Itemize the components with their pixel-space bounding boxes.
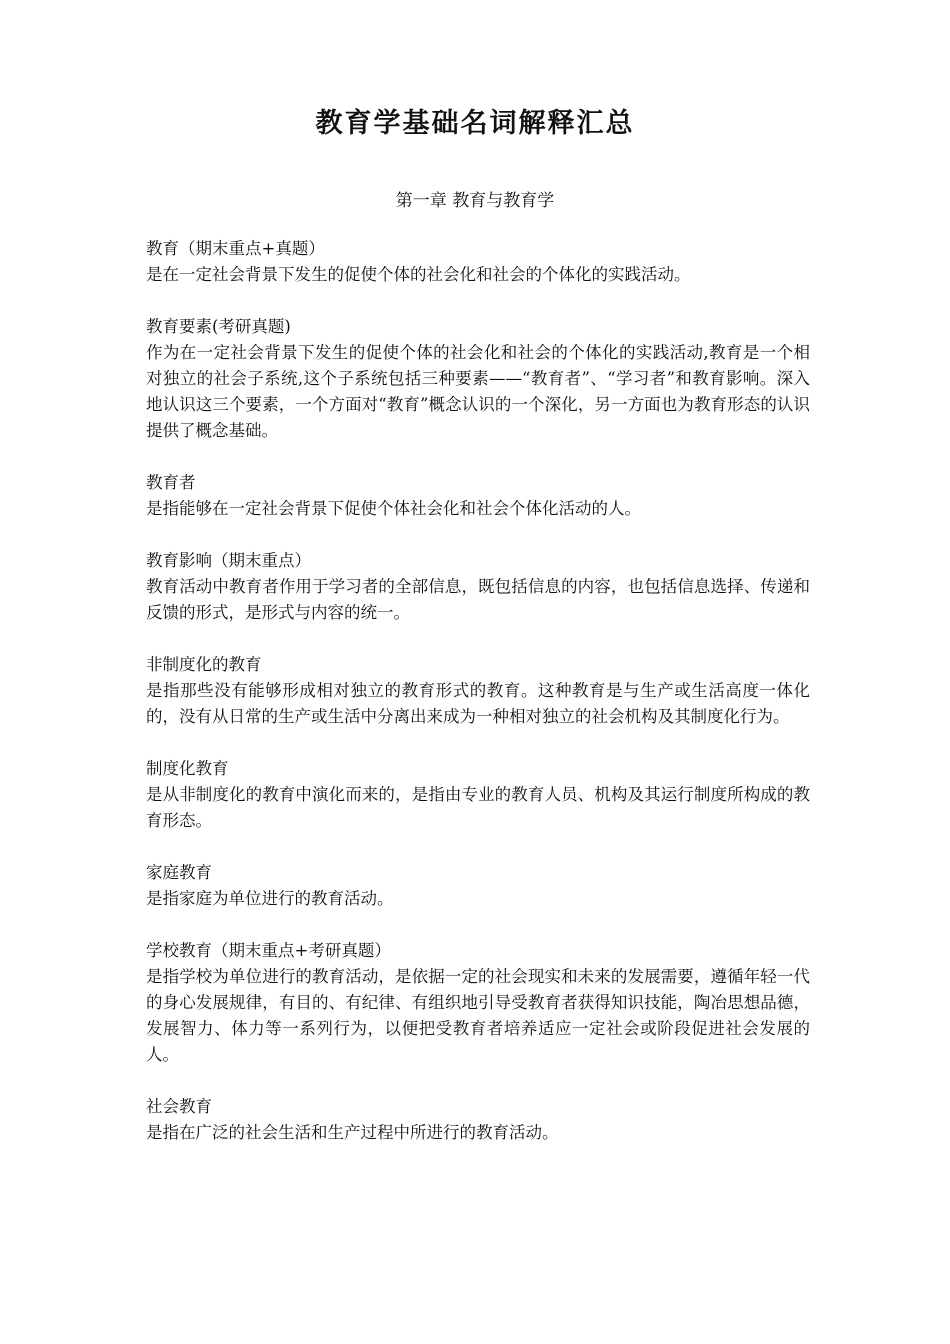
chapter-heading: 第一章 教育与教育学 <box>395 191 555 211</box>
entry-definition: 是指学校为单位进行的教育活动，是依据一定的社会现实和未来的发展需要，遵循年轻一代的身心发展规律，有目的、有纪律、有组织地引导受教育者获得知识技能，陶冶思想品德，发展智力、体力等一系列行为，以便把受教育者培养适应一定社会或阶段促进社会发展的人。 <box>146 967 810 1064</box>
entry-definition: 是指家庭为单位进行的教育活动。 <box>146 889 394 908</box>
glossary-entry <box>146 756 810 834</box>
entry-term: 学校教育（期末重点+考研真题） <box>146 941 391 960</box>
entry-definition: 是指在广泛的社会生活和生产过程中所进行的教育活动。 <box>146 1123 559 1142</box>
glossary-entry <box>146 314 810 444</box>
entry-term: 教育（期末重点+真题） <box>146 239 325 258</box>
entry-term: 非制度化的教育 <box>146 655 262 674</box>
entry-term: 教育影响（期末重点） <box>146 551 311 570</box>
entry-term: 社会教育 <box>146 1097 212 1116</box>
entry-term: 制度化教育 <box>146 759 229 778</box>
entry-term: 家庭教育 <box>146 863 212 882</box>
entry-term: 教育者 <box>146 473 196 492</box>
glossary-entry <box>146 938 810 1068</box>
document-title: 教育学基础名词解释汇总 <box>315 108 635 139</box>
glossary-entry <box>146 470 810 522</box>
entry-definition: 作为在一定社会背景下发生的促使个体的社会化和社会的个体化的实践活动,教育是一个相对独立的社会子系统,这个子系统包括三种要素——“教育者”、“学习者”和教育影响。深入地认识这三个要素，一个方面对“教育”概念认识的一个深化，另一方面也为教育形态的认识提供了概念基础。 <box>146 343 810 440</box>
glossary-entry <box>146 236 810 288</box>
glossary-entry <box>146 548 810 626</box>
entry-definition: 是在一定社会背景下发生的促使个体的社会化和社会的个体化的实践活动。 <box>146 265 691 284</box>
glossary-entry <box>146 652 810 730</box>
entry-definition: 教育活动中教育者作用于学习者的全部信息，既包括信息的内容，也包括信息选择、传递和反馈的形式，是形式与内容的统一。 <box>146 577 810 622</box>
entry-term: 教育要素(考研真题) <box>146 317 291 336</box>
glossary-entry <box>146 1094 810 1146</box>
entry-definition: 是指那些没有能够形成相对独立的教育形式的教育。这种教育是与生产或生活高度一体化的，没有从日常的生产或生活中分离出来成为一种相对独立的社会机构及其制度化行为。 <box>146 681 810 726</box>
glossary-entries <box>146 236 810 1172</box>
entry-definition: 是指能够在一定社会背景下促使个体社会化和社会个体化活动的人。 <box>146 499 641 518</box>
glossary-entry <box>146 860 810 912</box>
entry-definition: 是从非制度化的教育中演化而来的，是指由专业的教育人员、机构及其运行制度所构成的教育形态。 <box>146 785 810 830</box>
